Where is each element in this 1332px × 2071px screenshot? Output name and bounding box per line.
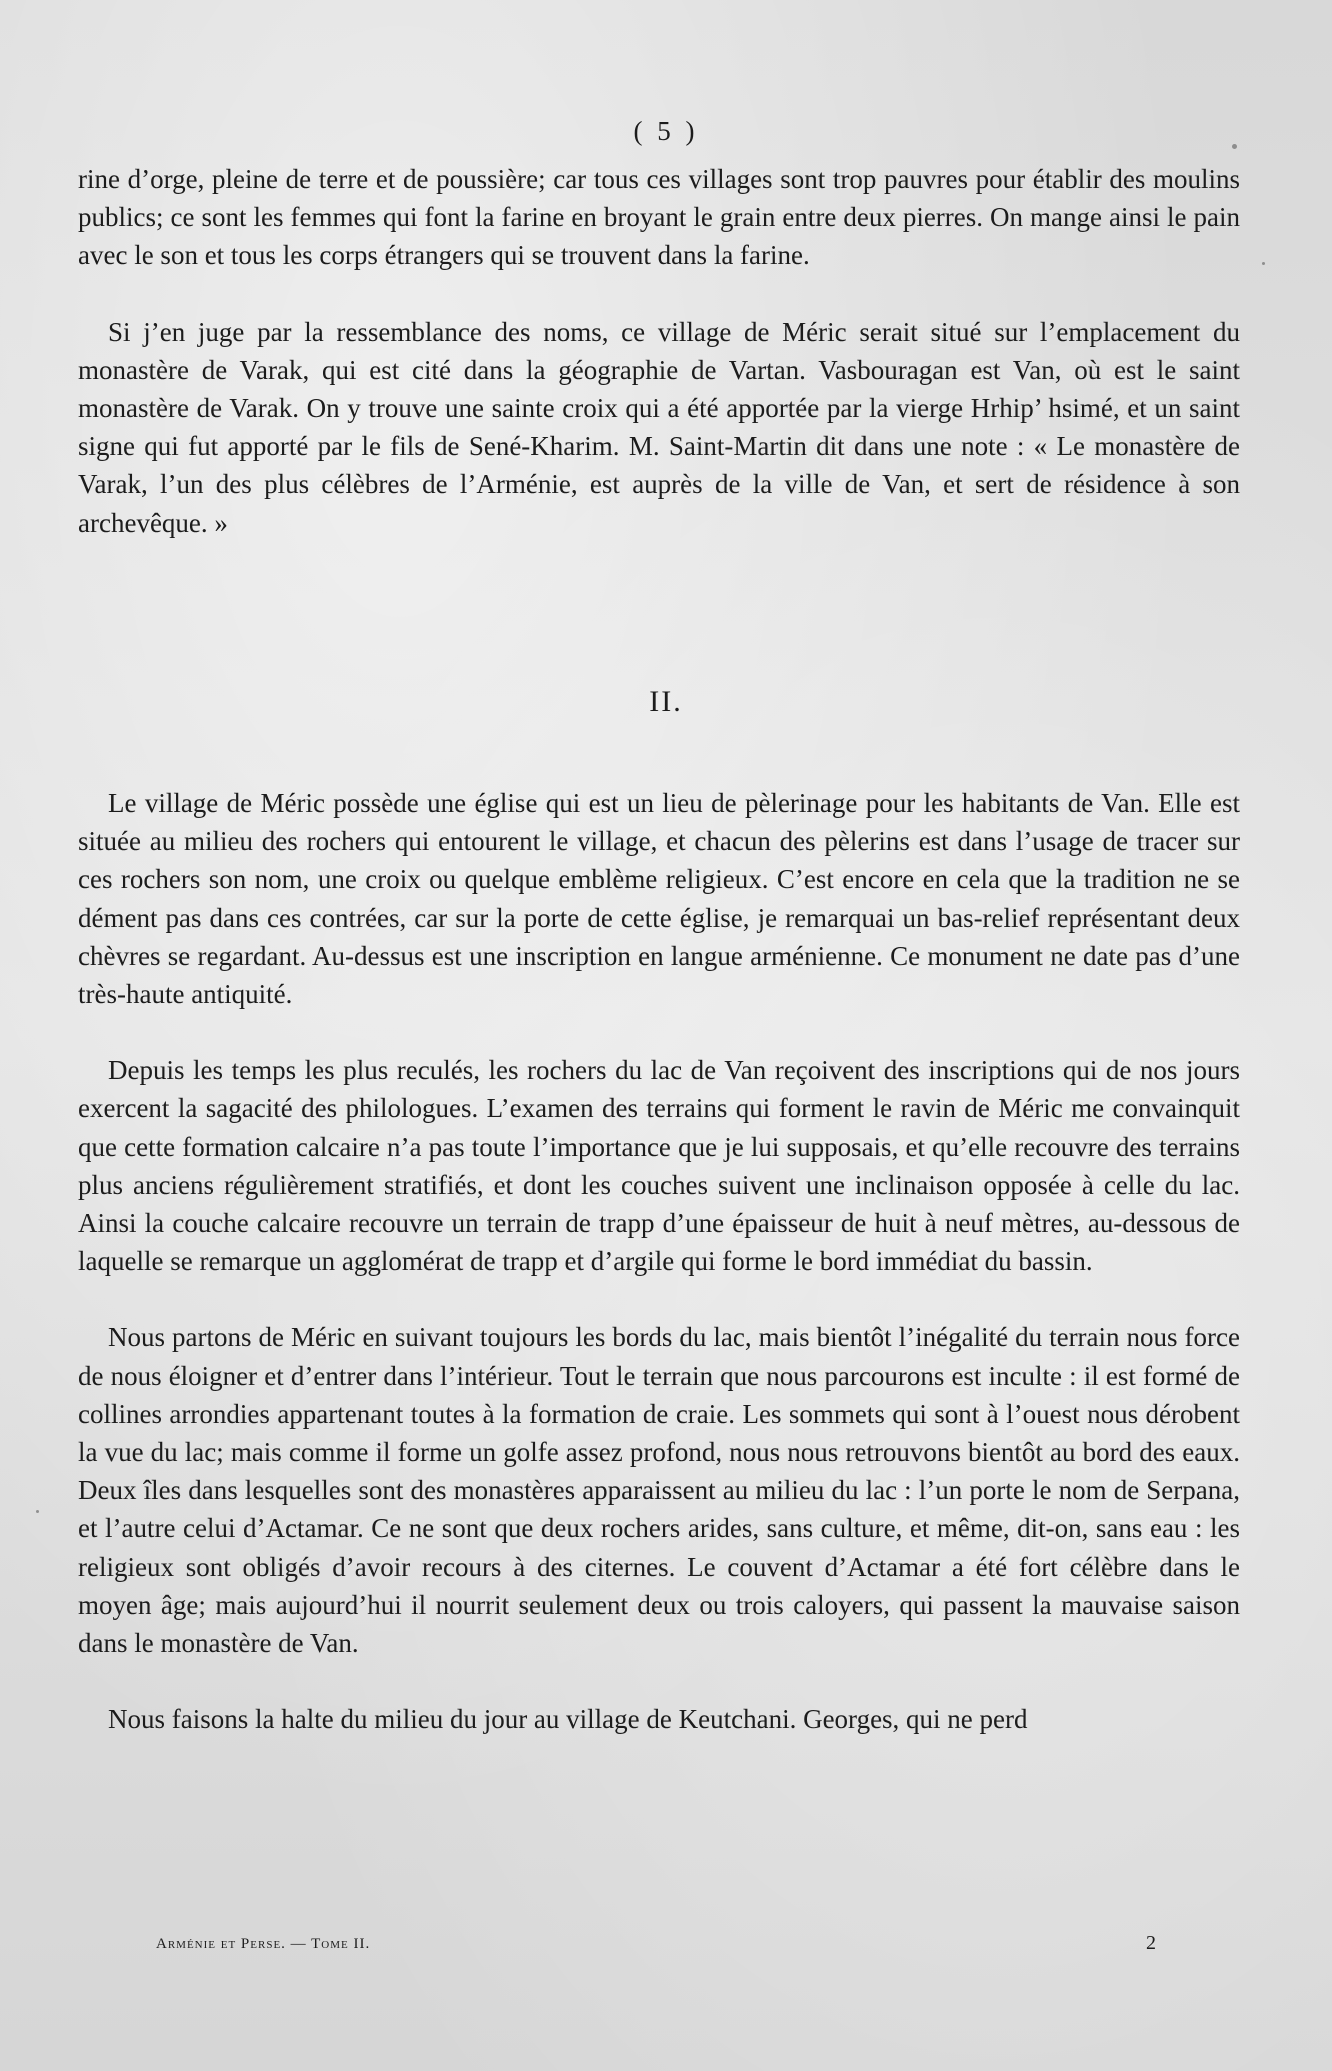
ink-speck	[36, 1510, 39, 1513]
section-two-text	[78, 784, 1240, 1776]
section-one-text	[78, 160, 1240, 580]
paragraph: Le village de Méric possède une église qui est un lieu de pèlerinage pour les habitants de Van. Elle est située au milieu des rochers qui entourent le village, et chacun des pèlerins est dans l’usage de tracer sur ces rochers son nom, une croix ou quelque emblème religieux. C’est encore en cela que la tradition ne se dément pas dans ces contrées, car sur la porte de cette église, je remarquai un bas-relief représentant deux chèvres se regardant. Au-dessus est une inscription en langue arménienne. Ce monument ne date pas d’une très-haute antiquité.	[78, 788, 1240, 1010]
paragraph: Si j’en juge par la ressemblance des noms, ce village de Méric serait situé sur l’emplacement du monastère de Varak, qui est cité dans la géographie de Vartan. Vasbouragan est Van, où est le saint monastère de Varak. On y trouve une sainte croix qui a été apportée par la vierge Hrhip’ hsimé, et un saint signe qui fut apporté par le fils de Sené-Kharim. M. Saint-Martin dit dans une note : « Le monastère de Varak, l’un des plus célèbres de l’Arménie, est auprès de la ville de Van, et sert de résidence à son archevêque. »	[78, 316, 1240, 538]
section-heading: II.	[649, 685, 683, 718]
ink-speck	[1232, 144, 1237, 149]
page-number: ( 5 )	[633, 116, 699, 146]
paragraph: rine d’orge, pleine de terre et de poussière; car tous ces villages sont trop pauvres pour établir des moulins publics; ce sont les femmes qui font la farine en broyant le grain entre deux pierres. On mange ainsi le pain avec le son et tous les corps étrangers qui se trouvent dans la farine.	[78, 164, 1240, 271]
footer-signature-number: 2	[1146, 1932, 1156, 1954]
paragraph: Depuis les temps les plus reculés, les rochers du lac de Van reçoivent des inscriptions qui de nos jours exercent la sagacité des philologues. L’examen des terrains qui forment le ravin de Méric me convainquit que cette formation calcaire n’a pas toute l’importance que je lui supposais, et qu’elle recouvre des terrains plus anciens régulièrement stratifiés, et dont les couches suivent une inclinaison opposée à celle du lac. Ainsi la couche calcaire recouvre un terrain de trapp d’une épaisseur de huit à neuf mètres, au-dessous de laquelle se remarque un agglomérat de trapp et d’argile qui forme le bord immédiat du bassin.	[78, 1055, 1240, 1277]
footer-title: Arménie et Perse. — Tome II.	[156, 1936, 371, 1952]
ink-speck	[1262, 262, 1265, 265]
paragraph: Nous faisons la halte du milieu du jour au village de Keutchani. Georges, qui ne perd	[108, 1704, 1028, 1735]
paragraph: Nous partons de Méric en suivant toujours les bords du lac, mais bientôt l’inégalité du terrain nous force de nous éloigner et d’entrer dans l’intérieur. Tout le terrain que nous parcourons est inculte : il est formé de collines arrondies appartenant toutes à la formation de craie. Les sommets qui sont à l’ouest nous dérobent la vue du lac; mais comme il forme un golfe assez profond, nous nous retrouvons bientôt au bord des eaux. Deux îles dans lesquelles sont des monastères apparaissent au milieu du lac : l’un porte le nom de Serpana, et l’autre celui d’Actamar. Ce ne sont que deux rochers arides, sans culture, et même, dit-on, sans eau : les religieux sont obligés d’avoir recours à des citernes. Le couvent d’Actamar a été fort célèbre dans le moyen âge; mais aujourd’hui il nourrit seulement deux ou trois caloyers, qui passent la mauvaise saison dans le monastère de Van.	[78, 1322, 1240, 1659]
